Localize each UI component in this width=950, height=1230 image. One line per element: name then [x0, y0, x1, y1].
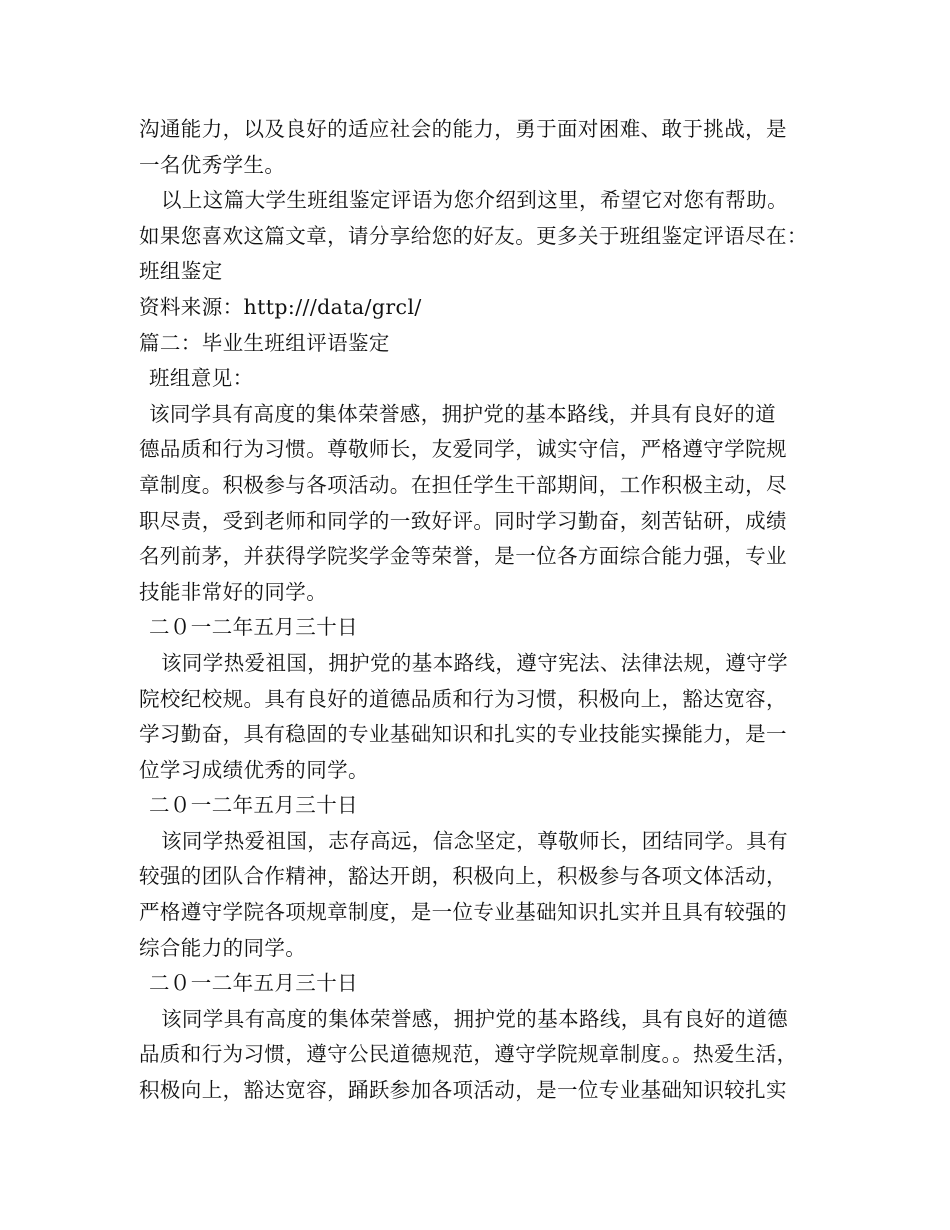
text-line: 班组鉴定 — [139, 259, 223, 284]
date-line: 二０一二年五月三十日 — [149, 615, 358, 640]
text-line: 该同学热爱祖国，志存高远，信念坚定，尊敬师长，团结同学。具有 — [161, 828, 788, 853]
text-line: 品质和行为习惯，遵守公民道德规范，遵守学院规章制度。。热爱生活， — [139, 1042, 798, 1067]
text-line: 严格遵守学院各项规章制度，是一位专业基础知识扎实并且具有较强的 — [139, 900, 787, 925]
text-line: 班组意见： — [149, 366, 254, 391]
date-line: 二０一二年五月三十日 — [149, 793, 358, 818]
text-line: 院校纪校规。具有良好的道德品质和行为习惯，积极向上，豁达宽容， — [139, 686, 787, 711]
text-line: 沟通能力，以及良好的适应社会的能力，勇于面对困难、敢于挑战，是 — [139, 117, 787, 141]
text-line: 德品质和行为习惯。尊敬师长，友爱同学，诚实守信，严格遵守学院规 — [139, 437, 787, 462]
text-line: 该同学具有高度的集体荣誉感，拥护党的基本路线，并具有良好的道 — [149, 401, 776, 426]
text-line: 位学习成绩优秀的同学。 — [139, 757, 369, 782]
text-line: 如果您喜欢这篇文章，请分享给您的好友。更多关于班组鉴定评语尽在： — [139, 223, 808, 248]
text-line: 该同学具有高度的集体荣誉感，拥护党的基本路线，具有良好的道德 — [161, 1006, 788, 1031]
section-heading: 篇二：毕业生班组评语鉴定 — [139, 330, 390, 355]
text-line: 一名优秀学生。 — [139, 152, 286, 177]
text-line: 积极向上，豁达宽容，踊跃参加各项活动，是一位专业基础知识较扎实 — [139, 1078, 787, 1103]
date-line: 二０一二年五月三十日 — [149, 971, 358, 996]
text-line: 学习勤奋，具有稳固的专业基础知识和扎实的专业技能实操能力，是一 — [139, 722, 787, 747]
text-line: 以上这篇大学生班组鉴定评语为您介绍到这里，希望它对您有帮助。 — [161, 188, 788, 213]
text-line: 较强的团队合作精神，豁达开朗，积极向上，积极参与各项文体活动， — [139, 864, 787, 889]
text-line: 技能非常好的同学。 — [139, 579, 328, 604]
text-line: 职尽责，受到老师和同学的一致好评。同时学习勤奋，刻苦钻研，成绩 — [139, 508, 787, 533]
text-line: 章制度。积极参与各项活动。在担任学生干部期间，工作积极主动，尽 — [139, 472, 787, 497]
source-line: 资料来源：http:///data/grcl/ — [139, 294, 422, 319]
text-line: 该同学热爱祖国，拥护党的基本路线，遵守宪法、法律法规，遵守学 — [161, 650, 788, 675]
text-line: 综合能力的同学。 — [139, 935, 307, 960]
text-line: 名列前茅，并获得学院奖学金等荣誉，是一位各方面综合能力强，专业 — [139, 544, 787, 569]
document-body — [139, 112, 819, 1109]
